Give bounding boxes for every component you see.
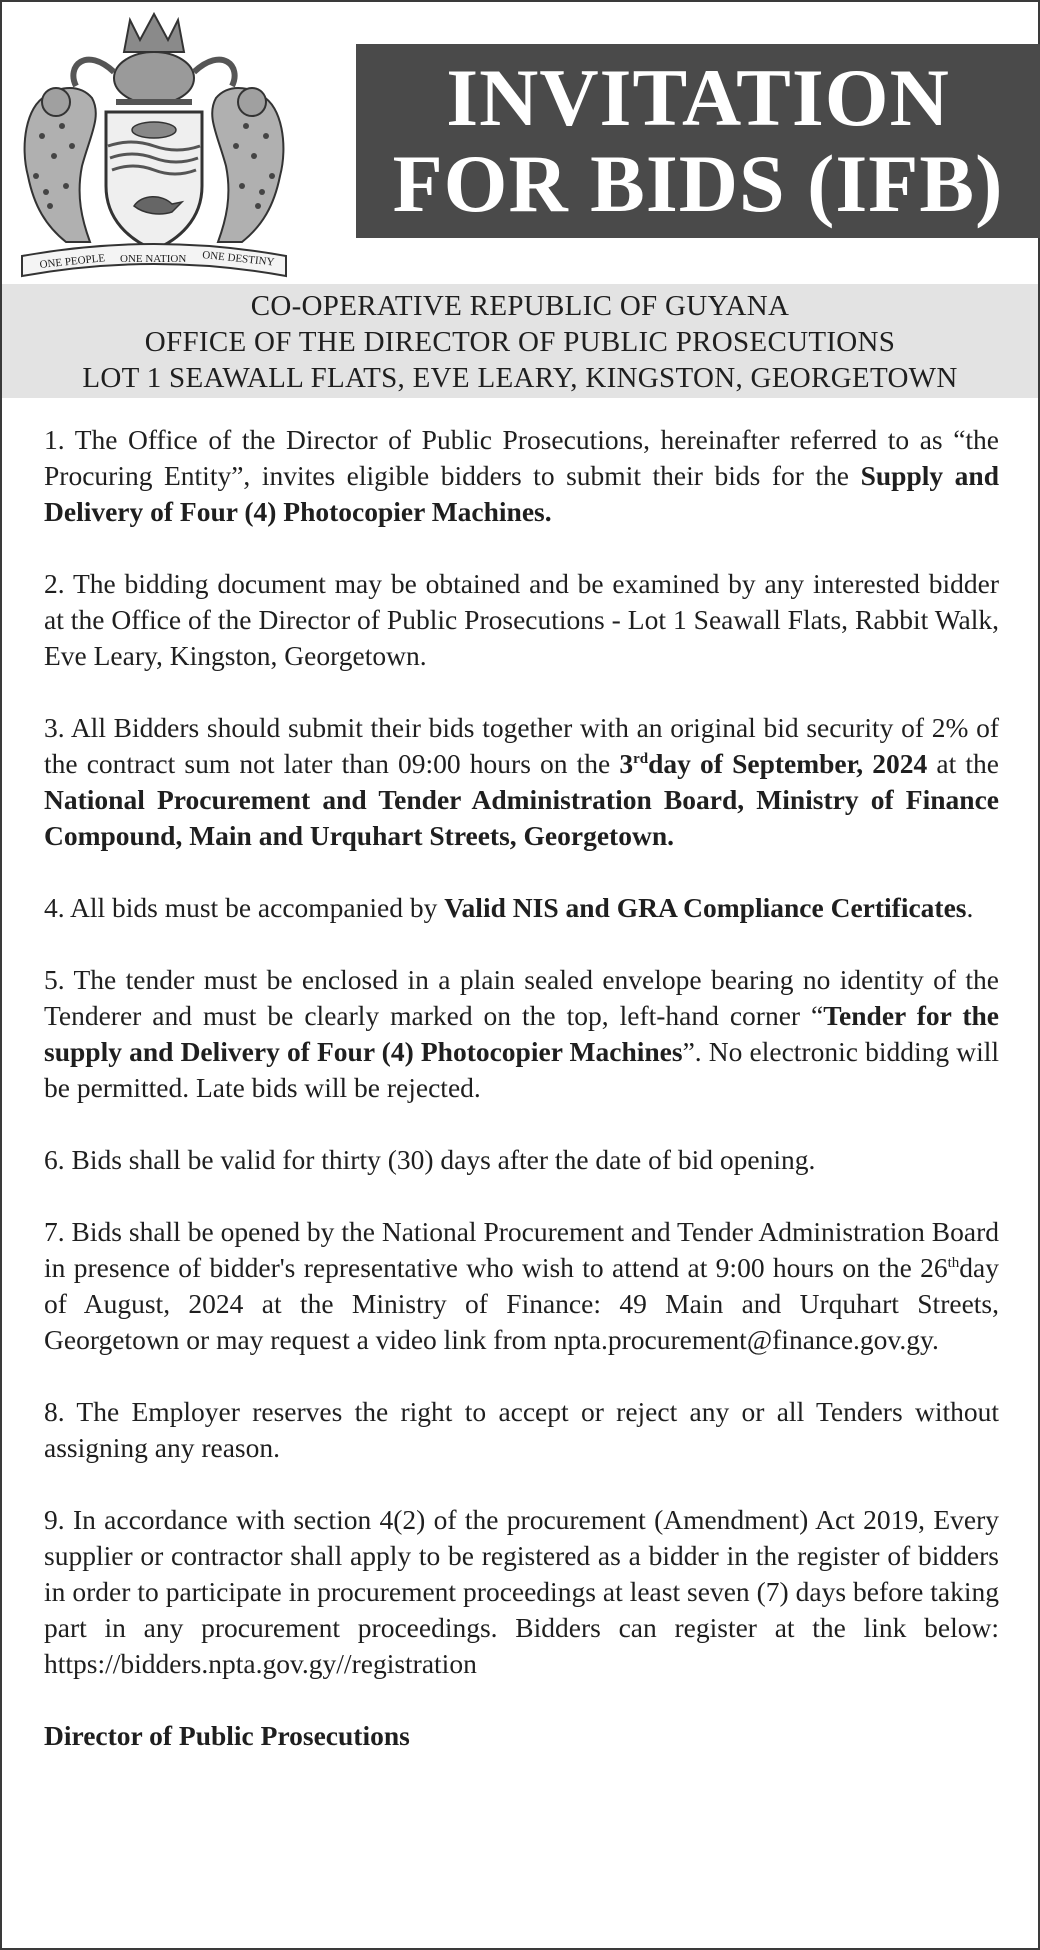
office-address-band: [2, 284, 1038, 398]
notice-body: [44, 422, 999, 1754]
paragraph-6: 6. Bids shall be valid for thirty (30) days after the date of bid opening.: [44, 1144, 816, 1175]
office-address: LOT 1 SEAWALL FLATS, EVE LEARY, KINGSTON, GEORGETOWN: [82, 362, 958, 394]
notice-title-line-1: INVITATION: [446, 52, 950, 143]
notice-title-box: [356, 44, 1040, 238]
paragraph-1-bold: Supply and Delivery of Four (4) Photocopier Machines.: [44, 460, 1000, 527]
paragraph-8: 8. The Employer reserves the right to accept or reject any or all Tenders without assigning any reason.: [44, 1396, 999, 1463]
signature-line: Director of Public Prosecutions: [44, 1720, 410, 1751]
svg-text:ONE PEOPLE: ONE PEOPLE: [39, 252, 106, 271]
paragraph-7: 7. Bids shall be opened by the National Procurement and Tender Administration Board in presence of bidder's representative who wish to attend at 9:00 hours on the 26thday of August, 2024 at the Ministry of Finance: 49 Main and Urquhart Streets, Georgetown or may request a video link from npta.procurement@finance.gov.gy.: [44, 1216, 999, 1355]
guyana-coat-of-arms-icon: [6, 6, 302, 278]
paragraph-5: 5. The tender must be enclosed in a plain sealed envelope bearing no identity of the Tenderer and must be clearly marked on the top, left-hand corner “Tender for the supply and Delivery of Four (4) Photocopier Machines”. No electronic bidding will be permitted. Late bids will be rejected.: [44, 964, 1000, 1103]
paragraph-9: 9. In accordance with section 4(2) of the procurement (Amendment) Act 2019, Every supplier or contractor shall apply to be registered as a bidder in the register of bidders in order to participate in procurement proceedings at least seven (7) days before taking part in any procurement proceedings. Bidders can register at the link below: https://bidders.npta.gov.gy//registration: [44, 1504, 999, 1679]
notice-header: [2, 2, 1038, 284]
paragraph-4: 4. All bids must be accompanied by Valid NIS and GRA Compliance Certificates.: [44, 892, 974, 923]
paragraph-2: 2. The bidding document may be obtained and be examined by any interested bidder at the Office of the Director of Public Prosecutions - Lot 1 Seawall Flats, Rabbit Walk, Eve Leary, Kingston, Georgetown.: [44, 568, 999, 671]
paragraph-1: 1. The Office of the Director of Public Prosecutions, hereinafter referred to as “the Procuring Entity”, invites eligible bidders to submit their bids for the Supply and Delivery of Four (4) Photocopier Machines.: [44, 424, 1000, 527]
deadline-date: 3rdday of September, 2024: [619, 748, 928, 779]
svg-text:ONE DESTINY: ONE DESTINY: [201, 249, 275, 269]
submission-venue: National Procurement and Tender Administration Board, Ministry of Finance Compound, Main and Urquhart Streets, Georgetown.: [44, 784, 999, 851]
compliance-certificates: Valid NIS and GRA Compliance Certificates: [444, 892, 967, 923]
paragraph-3: 3. All Bidders should submit their bids together with an original bid security of 2% of the contract sum not later than 09:00 hours on the 3rdday of September, 2024 at the National Procurement and Tender Administration Board, Ministry of Finance Compound, Main and Urquhart Streets, Georgetown.: [44, 712, 999, 851]
office-name: OFFICE OF THE DIRECTOR OF PUBLIC PROSECUTIONS: [144, 326, 896, 358]
envelope-marking: Tender for the supply and Delivery of Four (4) Photocopier Machines: [44, 1000, 999, 1067]
country-name: CO-OPERATIVE REPUBLIC OF GUYANA: [250, 290, 790, 322]
notice-title-line-2: FOR BIDS (IFB): [392, 138, 1004, 229]
svg-text:ONE NATION: ONE NATION: [120, 253, 187, 265]
